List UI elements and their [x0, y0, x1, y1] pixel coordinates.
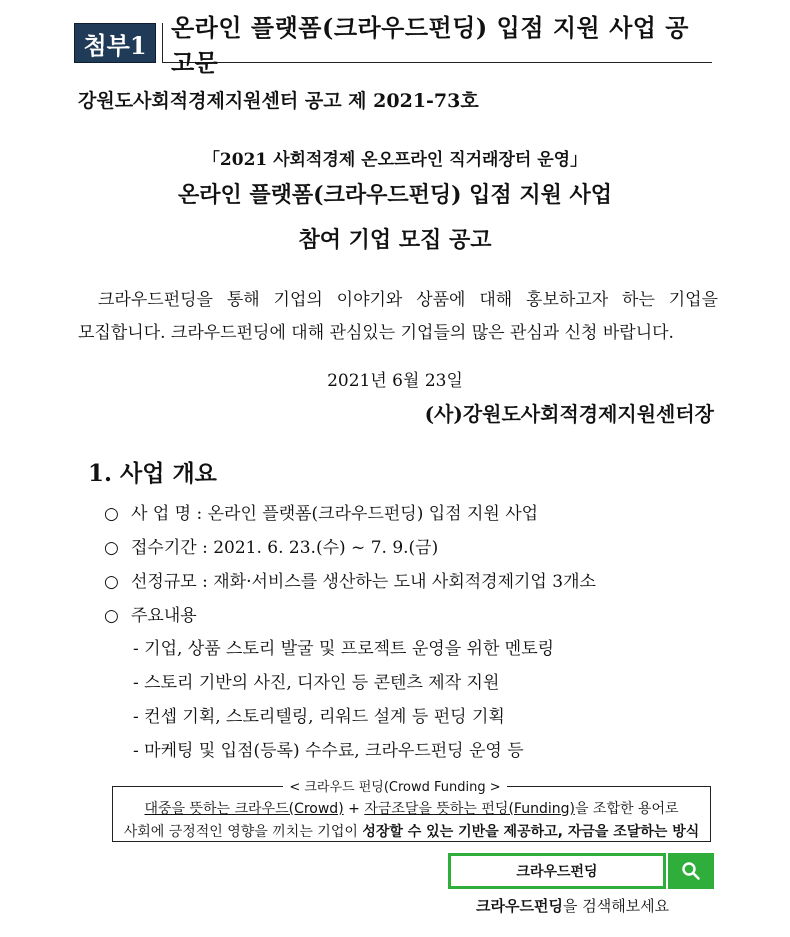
item-text: 선정규모 : 재화·서비스를 생산하는 도내 사회적경제기업 3개소 — [131, 572, 596, 592]
search-input[interactable]: 크라우드펀딩 — [448, 853, 666, 889]
issuer: (사)강원도사회적경제지원센터장 — [424, 402, 714, 426]
program-subtitle: 「2021 사회적경제 온오프라인 직거래장터 운영」 — [202, 150, 588, 170]
bullet-icon: ○ — [104, 504, 119, 524]
main-title-line1: 온라인 플랫폼(크라우드펀딩) 입점 지원 사업 — [178, 182, 612, 208]
intro-line1: 크라우드펀딩을 통해 기업의 이야기와 상품에 대해 홍보하고자 하는 기업을 — [98, 290, 718, 310]
bullet-icon: ○ — [104, 572, 119, 592]
main-title-line2: 참여 기업 모집 공고 — [298, 227, 492, 253]
overview-item — [104, 533, 438, 558]
section-title: 1. 사업 개요 — [88, 460, 217, 487]
content-subitem: - 기업, 상품 스토리 발굴 및 프로젝트 운영을 위한 멘토링 — [133, 639, 555, 659]
item-text: 사 업 명 : 온라인 플랫폼(크라우드펀딩) 입점 지원 사업 — [131, 504, 539, 524]
bullet-icon: ○ — [104, 538, 119, 558]
content-subitem: - 스토리 기반의 사진, 디자인 등 콘텐츠 제작 지원 — [133, 673, 500, 693]
item-text: 접수기간 : 2021. 6. 23.(수) ~ 7. 9.(금) — [131, 538, 439, 558]
search-button[interactable] — [668, 853, 714, 889]
overview-item — [104, 601, 197, 626]
bullet-icon: ○ — [104, 606, 119, 626]
definition-line1: 대중을 뜻하는 크라우드(Crowd) + 자금조달을 뜻하는 펀딩(Funding)을 조합한 용어로 — [144, 801, 679, 817]
search-icon — [681, 861, 701, 881]
overview-item — [104, 567, 596, 592]
content-subitem: - 컨셉 기획, 스토리텔링, 리워드 설계 등 펀딩 기획 — [133, 707, 505, 727]
notice-number: 강원도사회적경제지원센터 공고 제 2021-73호 — [78, 90, 479, 112]
search-caption: 크라우드펀딩을 검색해보세요 — [476, 897, 670, 915]
header-title: 온라인 플랫폼(크라우드펀딩) 입점 지원 사업 공고문 — [162, 23, 712, 63]
overview-item — [104, 499, 538, 524]
intro-line2: 모집합니다. 크라우드펀딩에 대해 관심있는 기업들의 많은 관심과 신청 바랍니다. — [78, 323, 674, 343]
definition-line2: 사회에 긍정적인 영향을 끼치는 기업이 성장할 수 있는 기반을 제공하고, 자금을 조달하는 방식 — [123, 824, 700, 840]
notice-date: 2021년 6월 23일 — [327, 371, 463, 391]
intro-paragraph — [78, 284, 718, 350]
attachment-badge: 첨부1 — [74, 23, 156, 63]
content-subitem: - 마케팅 및 입점(등록) 수수료, 크라우드펀딩 운영 등 — [133, 741, 524, 761]
item-text: 주요내용 — [131, 606, 197, 626]
definition-box-title: < 크라우드 펀딩(Crowd Funding > — [0, 776, 790, 795]
